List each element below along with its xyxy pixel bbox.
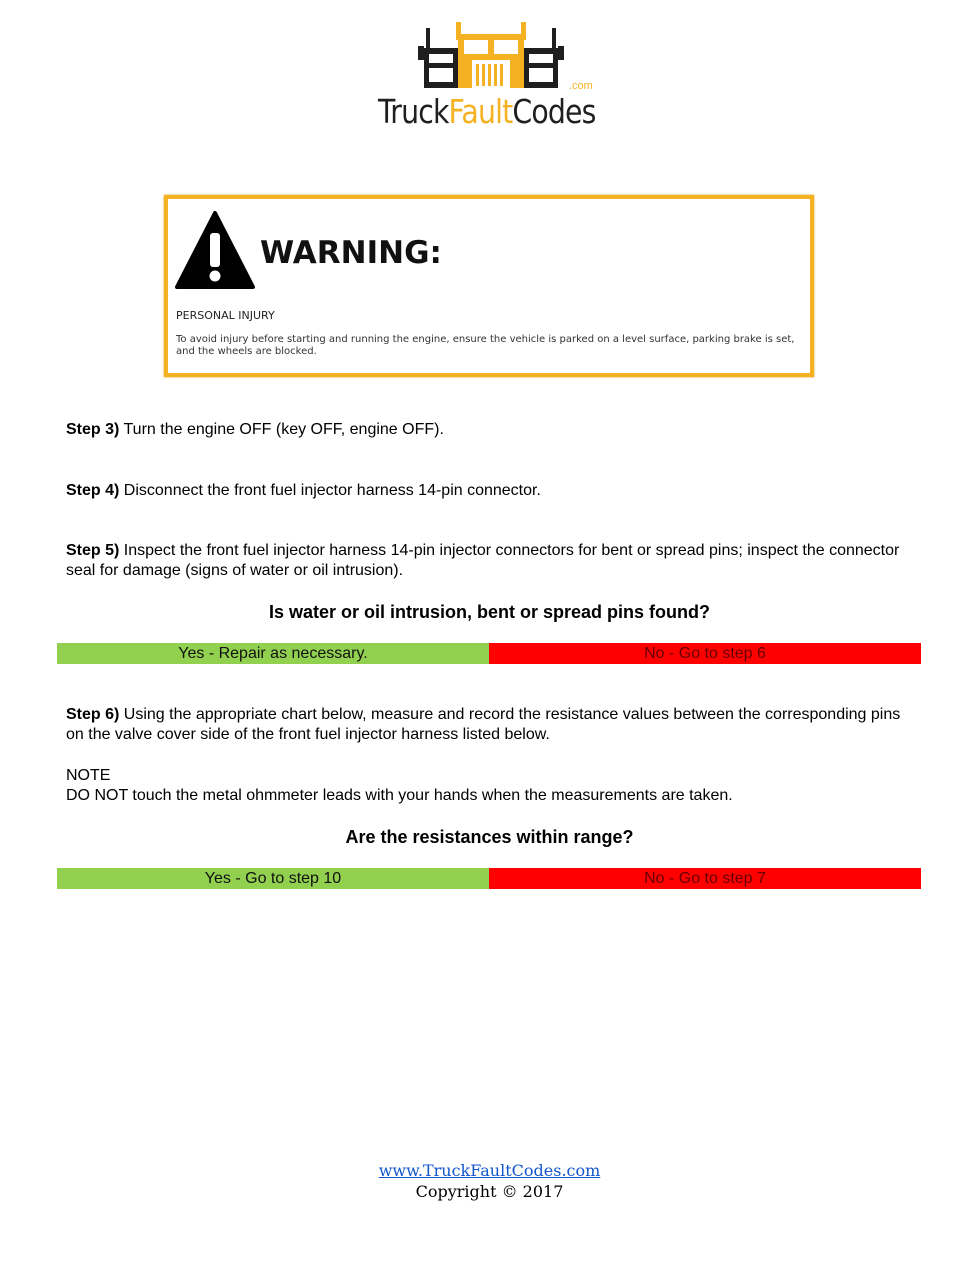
logo-wordmark [378,92,596,148]
truck-icon [416,20,566,90]
footer-link[interactable]: www.TruckFaultCodes.com [378,1161,601,1180]
warning-body: To avoid injury before starting and running the engine, ensure the vehicle is parked on a level surface, parking brake is set, and the wheels are blocked. [176,334,795,357]
answer-yes-2: Yes - Go to step 10 [57,868,489,889]
logo-word-truck: Truck [378,92,449,131]
footer-link-wrap [0,1161,979,1180]
logo-word-codes: Codes [512,92,596,131]
step-3-label: Step 3) [66,421,120,438]
step-4-label: Step 4) [66,482,120,499]
note-heading: NOTE [66,767,111,784]
question-1: Is water or oil intrusion, bent or spread pins found? [268,602,711,622]
warning-subtitle: PERSONAL INJURY [176,309,275,322]
answer-no-2: No - Go to step 7 [489,868,921,889]
step-3-text: Turn the engine OFF (key OFF, engine OFF). [119,421,444,438]
answer-no-1: No - Go to step 6 [489,643,921,664]
step-6-label: Step 6) [66,706,120,723]
question-2: Are the resistances within range? [345,827,634,847]
step-5 [66,541,916,581]
answer-row-1 [57,643,921,664]
logo-com-suffix: .com [569,80,593,92]
answer-yes-1: Yes - Repair as necessary. [57,643,489,664]
answer-row-2 [57,868,921,889]
logo-word-fault: Fault [448,92,513,131]
site-logo [378,20,603,130]
step-5-label: Step 5) [66,542,120,559]
warning-triangle-icon [174,209,256,291]
step-6 [66,705,916,745]
step-4-text: Disconnect the front fuel injector harness 14-pin connector. [119,482,541,499]
note-text: DO NOT touch the metal ohmmeter leads with your hands when the measurements are taken. [66,787,733,804]
step-4 [66,481,916,501]
footer-copyright: Copyright © 2017 [415,1182,564,1201]
warning-box [164,195,814,377]
step-6-text: Using the appropriate chart below, measure and record the resistance values between the corresponding pins on the valve cover side of the front fuel injector harness listed below. [66,706,901,743]
step-5-text: Inspect the front fuel injector harness 14-pin injector connectors for bent or spread pins; inspect the connector seal for damage (signs of water or oil intrusion). [66,542,900,579]
step-3 [66,420,916,440]
warning-title: WARNING: [260,235,442,271]
